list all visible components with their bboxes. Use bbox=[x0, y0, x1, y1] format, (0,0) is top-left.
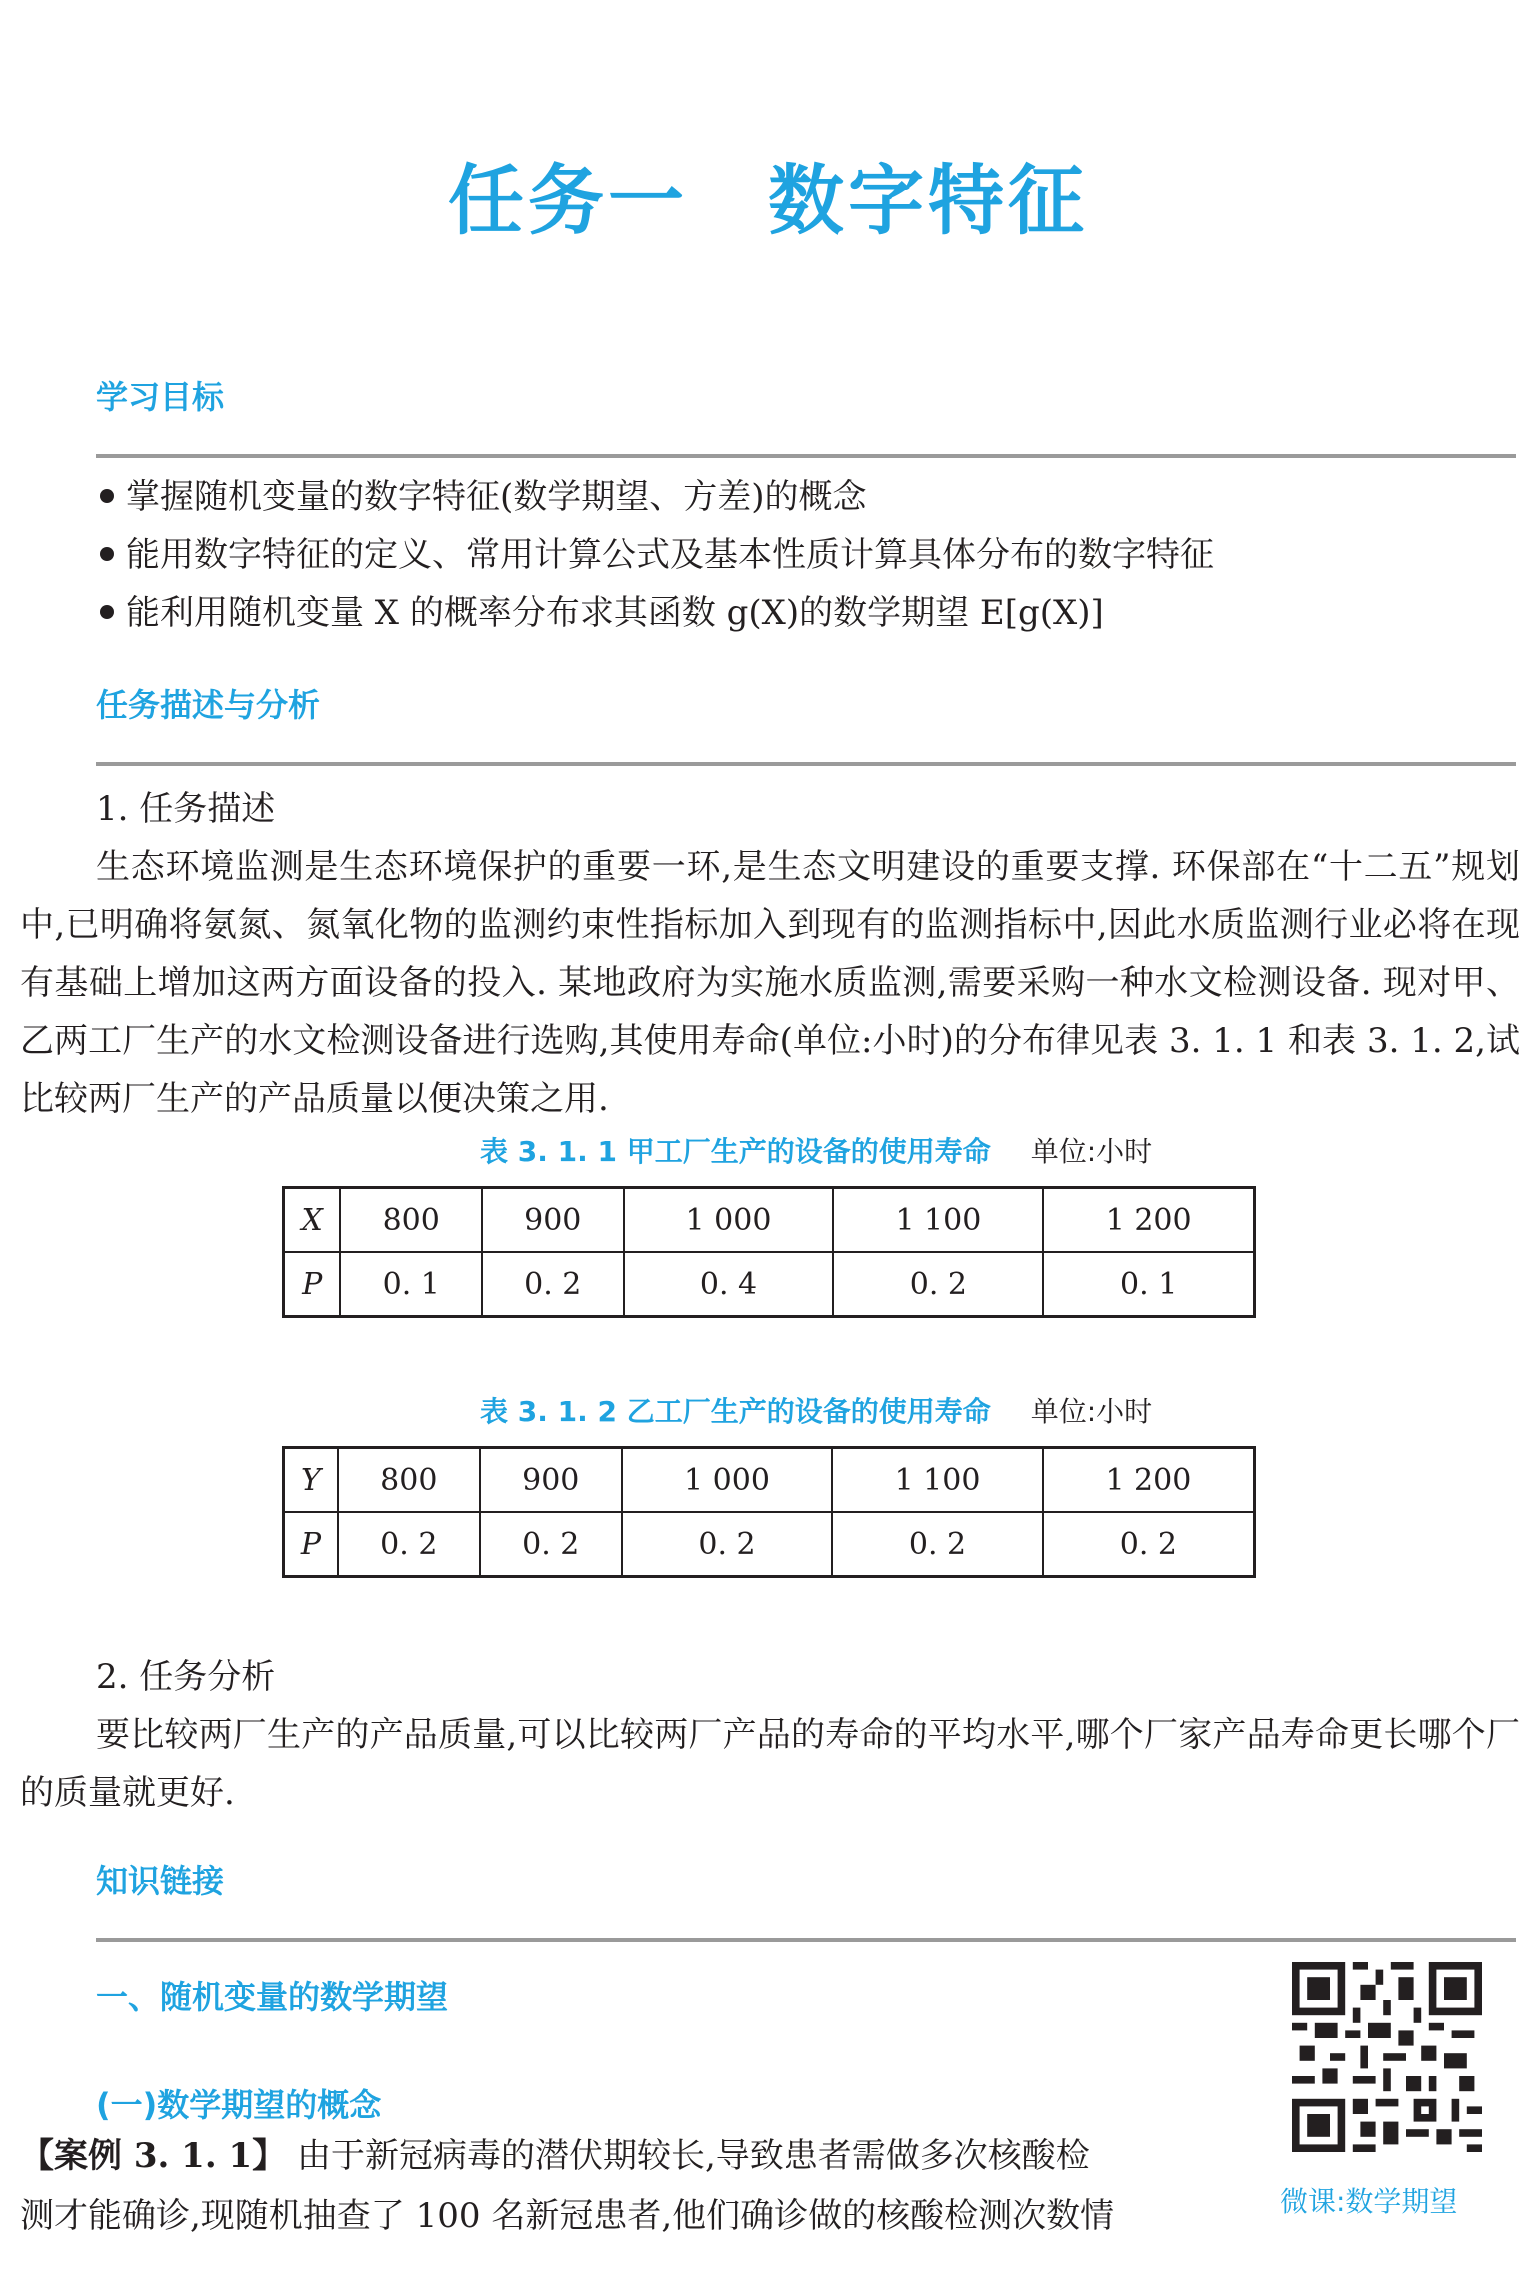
section-knowledge: 知识链接 bbox=[96, 1862, 225, 1900]
table-cell: 800 bbox=[338, 1448, 480, 1513]
table-cell: 0. 1 bbox=[1043, 1252, 1254, 1317]
goal-text: 能利用随机变量 X 的概率分布求其函数 g(X)的数学期望 E[g(X)] bbox=[126, 593, 1104, 633]
task-desc-text: 生态环境监测是生态环境保护的重要一环,是生态文明建设的重要支撑. 环保部在“十二五”规划中,已明确将氨氮、氮氧化物的监测约束性指标加入到现有的监测指标中,因此水质监测行业必将在现有基础上增加这两方面设备的投入. 某地政府为实施水质监测,需要采购一种水文检测设备. 现对甲、乙两工厂生产的水文检测设备进行选购,其使用寿命(单位:小时)的分布律见表 3. 1. 1 和表 3. 1. 2,试比较两厂生产的产品质量以便决策之用. bbox=[20, 847, 1520, 1119]
table-cell: 900 bbox=[482, 1188, 624, 1253]
goal-item bbox=[100, 584, 1104, 642]
table-cell: 0. 2 bbox=[622, 1512, 833, 1577]
table-cell: P bbox=[284, 1252, 341, 1317]
goal-text: 能用数字特征的定义、常用计算公式及基本性质计算具体分布的数字特征 bbox=[126, 535, 1214, 575]
task-desc-heading: 1. 任务描述 bbox=[96, 789, 276, 829]
table-cell: 0. 4 bbox=[624, 1252, 834, 1317]
table2-unit: 单位:小时 bbox=[1030, 1395, 1153, 1428]
goal-text: 掌握随机变量的数字特征(数学期望、方差)的概念 bbox=[126, 477, 867, 517]
qr-code-icon[interactable] bbox=[1292, 1962, 1482, 2152]
case-line bbox=[20, 2126, 1270, 2186]
table-row bbox=[284, 1448, 1255, 1513]
case-text: 由于新冠病毒的潜伏期较长,导致患者需做多次核酸检 bbox=[286, 2136, 1090, 2176]
page-title bbox=[0, 140, 1536, 249]
table2-caption bbox=[480, 1390, 1152, 1430]
case-line: 测才能确诊,现随机抽查了 100 名新冠患者,他们确诊做的核酸检测次数情 bbox=[20, 2196, 1115, 2236]
heading-expectation: 一、随机变量的数学期望 bbox=[96, 1978, 449, 2016]
heading-expectation-concept: (一)数学期望的概念 bbox=[96, 2086, 382, 2124]
task-analysis-text: 要比较两厂生产的产品质量,可以比较两厂产品的寿命的平均水平,哪个厂家产品寿命更长哪个厂的质量就更好. bbox=[20, 1715, 1520, 1813]
divider bbox=[96, 1938, 1516, 1942]
table2 bbox=[282, 1446, 1256, 1578]
goal-item bbox=[100, 526, 1214, 584]
section-goals: 学习目标 bbox=[96, 378, 225, 416]
table1-unit: 单位:小时 bbox=[1030, 1135, 1153, 1168]
table-cell: 0. 2 bbox=[833, 1252, 1043, 1317]
table-cell: 1 200 bbox=[1043, 1448, 1255, 1513]
table-row bbox=[284, 1188, 1255, 1253]
table1 bbox=[282, 1186, 1256, 1318]
goal-item bbox=[100, 468, 867, 526]
table-cell: Y bbox=[284, 1448, 338, 1513]
table-row bbox=[284, 1252, 1255, 1317]
title-part2: 数字特征 bbox=[768, 156, 1088, 245]
table-row bbox=[284, 1512, 1255, 1577]
table-cell: 900 bbox=[480, 1448, 622, 1513]
divider bbox=[96, 454, 1516, 458]
table-cell: 0. 2 bbox=[482, 1252, 624, 1317]
bullet-icon bbox=[100, 547, 114, 561]
bullet-icon bbox=[100, 489, 114, 503]
table-cell: 1 100 bbox=[833, 1188, 1043, 1253]
section-task: 任务描述与分析 bbox=[96, 686, 321, 724]
table-cell: P bbox=[284, 1512, 338, 1577]
task-analysis-heading: 2. 任务分析 bbox=[96, 1657, 276, 1697]
task-analysis bbox=[20, 1648, 1520, 1822]
task-description bbox=[20, 780, 1520, 1128]
table-cell: X bbox=[284, 1188, 341, 1253]
table-cell: 1 100 bbox=[832, 1448, 1043, 1513]
qr-caption: 微课:数学期望 bbox=[1280, 2185, 1458, 2218]
table-cell: 1 200 bbox=[1043, 1188, 1254, 1253]
table1-caption bbox=[480, 1130, 1152, 1170]
case-label: 【案例 3. 1. 1】 bbox=[20, 2136, 287, 2176]
table-cell: 0. 1 bbox=[340, 1252, 482, 1317]
table-cell: 800 bbox=[340, 1188, 482, 1253]
table1-title: 表 3. 1. 1 甲工厂生产的设备的使用寿命 bbox=[480, 1135, 991, 1168]
table-cell: 1 000 bbox=[624, 1188, 834, 1253]
divider bbox=[96, 762, 1516, 766]
case-paragraph bbox=[20, 2126, 1270, 2246]
table-cell: 1 000 bbox=[622, 1448, 833, 1513]
table-cell: 0. 2 bbox=[832, 1512, 1043, 1577]
table-cell: 0. 2 bbox=[480, 1512, 622, 1577]
table-cell: 0. 2 bbox=[338, 1512, 480, 1577]
table2-title: 表 3. 1. 2 乙工厂生产的设备的使用寿命 bbox=[480, 1395, 991, 1428]
bullet-icon bbox=[100, 605, 114, 619]
table-cell: 0. 2 bbox=[1043, 1512, 1255, 1577]
title-part1: 任务一 bbox=[448, 156, 688, 245]
